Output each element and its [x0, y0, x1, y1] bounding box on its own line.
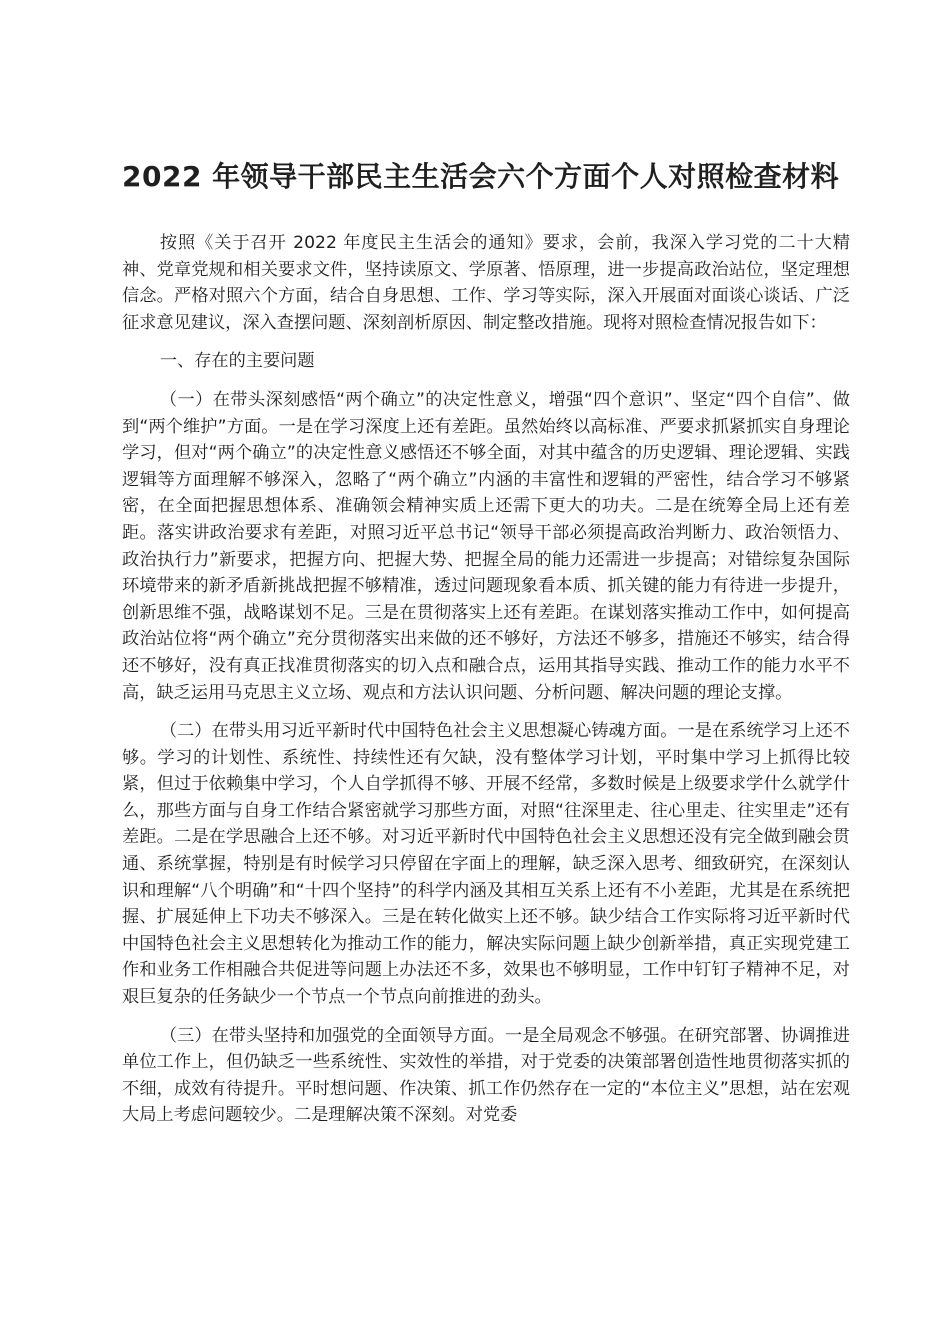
intro-paragraph: 按照《关于召开 2022 年度民主生活会的通知》要求，会前，我深入学习党的二十大精神、党章党规和相关要求文件，坚持读原文、学原著、悟原理，进一步提高政治站位，坚定理想信念。严格对照六个方面，结合自身思想、工作、学习等实际，深入开展面对面谈心谈话、广泛征求意见建议，深入查摆问题、深刻剖析原因、制定整改措施。现将对照检查情况报告如下： — [122, 233, 850, 333]
issue-paragraph-2: （二）在带头用习近平新时代中国特色社会主义思想凝心铸魂方面。一是在系统学习上还不够。学习的计划性、系统性、持续性还有欠缺，没有整体学习计划，平时集中学习上抓得比较紧，但过于依赖集中学习，个人自学抓得不够、开展不经常，多数时候是上级要求学什么就学什么，那些方面与自身工作结合紧密就学习那些方面，对照“往深里走、往心里走、往实里走”还有差距。二是在学思融合上还不够。对习近平新时代中国特色社会主义思想还没有完全做到融会贯通、系统掌握，特别是有时候学习只停留在字面上的理解，缺乏深入思考、细致研究，在深刻认识和理解“八个明确”和“十四个坚持”的科学内涵及其相互关系上还有不小差距，尤其是在系统把握、扩展延伸上下功夫不够深入。三是在转化做实上还不够。缺少结合工作实际将习近平新时代中国特色社会主义思想转化为推动工作的能力，解决实际问题上缺少创新举措，真正实现党建工作和业务工作相融合共促进等问题上办法还不多，效果也不够明显，工作中钉钉子精神不足，对艰巨复杂的任务缺少一个节点一个节点向前推进的劲头。 — [122, 721, 850, 1008]
section-heading: 一、存在的主要问题 — [159, 351, 315, 372]
document-title: 2022 年领导干部民主生活会六个方面个人对照检查材料 — [122, 160, 840, 193]
issue-paragraph-3: （三）在带头坚持和加强党的全面领导方面。一是全局观念不够强。在研究部署、协调推进单位工作上，但仍缺乏一些系统性、实效性的举措，对于党委的决策部署创造性地贯彻落实抓的不细，成效有待提升。平时想问题、作决策、抓工作仍然存在一定的“本位主义”思想，站在宏观大局上考虑问题较少。二是理解决策不深刻。对党委 — [122, 1025, 850, 1126]
issue-paragraph-1: （一）在带头深刻感悟“两个确立”的决定性意义，增强“四个意识”、坚定“四个自信”、做到“两个维护”方面。一是在学习深度上还有差距。虽然始终以高标准、严要求抓紧抓实自身理论学习，但对“两个确立”的决定性意义感悟还不够全面，对其中蕴含的历史逻辑、理论逻辑、实践逻辑等方面理解不够深入，忽略了“两个确立”内涵的丰富性和逻辑的严密性，结合学习不够紧密，在全面把握思想体系、准确领会精神实质上还需下更大的功夫。二是在统筹全局上还有差距。落实讲政治要求有差距，对照习近平总书记“领导干部必须提高政治判断力、政治领悟力、政治执行力”新要求，把握方向、把握大势、把握全局的能力还需进一步提高；对错综复杂国际环境带来的新矛盾新挑战把握不够精准，透过问题现象看本质、抓关键的能力有待进一步提升，创新思维不强，战略谋划不足。三是在贯彻落实上还有差距。在谋划落实推动工作中，如何提高政治站位将“两个确立”充分贯彻落实出来做的还不够好，方法还不够多，措施还不够实，结合得还不够好，没有真正找准贯彻落实的切入点和融合点，运用其指导实践、推动工作的能力水平不高，缺乏运用马克思主义立场、观点和方法认识问题、分析问题、解决问题的理论支撑。 — [122, 389, 850, 703]
